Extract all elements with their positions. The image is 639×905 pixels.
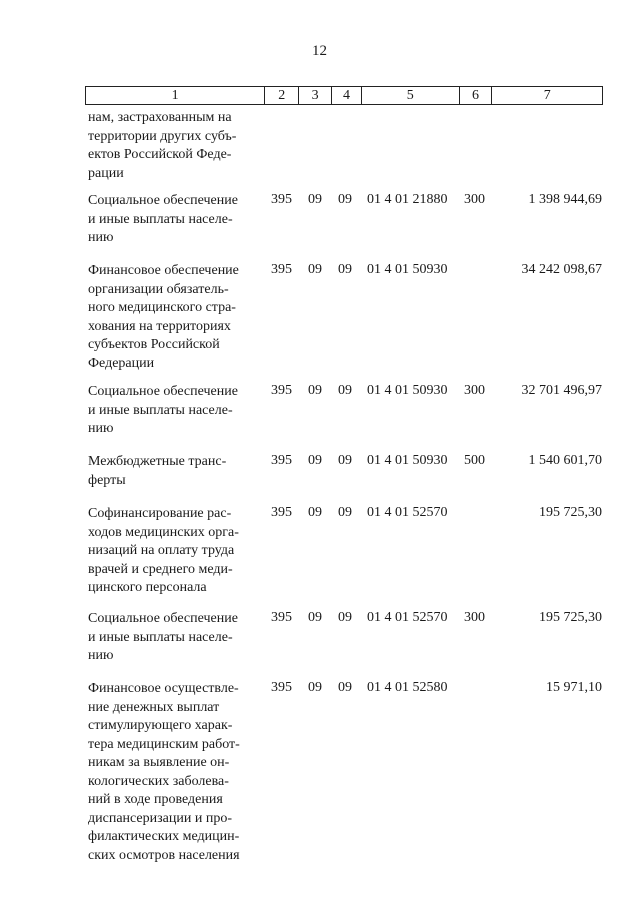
header-col-6: 6	[460, 87, 493, 104]
ministry-code: 395	[271, 505, 292, 520]
target-article-code: 01 4 01 50930	[367, 383, 448, 398]
amount: 195 725,30	[539, 610, 602, 625]
description-line: ских осмотров населения	[88, 847, 240, 863]
expense-type-code: 500	[464, 453, 485, 468]
description-line: территории других субъ-	[88, 128, 237, 144]
row-description	[88, 383, 266, 439]
description-line: Межбюджетные транс-	[88, 454, 227, 469]
section-code: 09	[308, 453, 322, 468]
description-line: рации	[88, 165, 124, 181]
table-header	[85, 86, 603, 105]
target-article-code: 01 4 01 52570	[367, 505, 448, 520]
description-line: тера медицинским работ-	[88, 736, 240, 752]
section-code: 09	[308, 505, 322, 520]
target-article-code: 01 4 01 50930	[367, 453, 448, 468]
description-line: Финансовое осуществле-	[88, 681, 239, 696]
row-description	[88, 610, 266, 666]
expense-type-code: 300	[464, 610, 485, 625]
row-description	[88, 453, 266, 490]
amount: 1 540 601,70	[528, 453, 602, 468]
row-description	[88, 505, 266, 598]
subsection-code: 09	[338, 262, 352, 277]
description-line: нию	[88, 230, 114, 245]
description-line: ние денежных выплат	[88, 699, 220, 715]
description-line: низаций на оплату труда	[88, 543, 235, 558]
amount: 15 971,10	[546, 680, 602, 695]
expense-type-code: 300	[464, 192, 485, 207]
description-line: цинского персонала	[88, 580, 207, 595]
subsection-code: 09	[338, 610, 352, 625]
description-line: нию	[88, 648, 114, 663]
row-description	[88, 262, 266, 373]
target-article-code: 01 4 01 50930	[367, 262, 448, 277]
ministry-code: 395	[271, 610, 292, 625]
amount: 1 398 944,69	[528, 192, 602, 207]
amount: 32 701 496,97	[521, 383, 602, 398]
expense-type-code: 300	[464, 383, 485, 398]
description-line: организации обязатель-	[88, 281, 229, 297]
description-line: Социальное обеспечение	[88, 384, 238, 399]
header-col-4: 4	[332, 87, 362, 104]
ministry-code: 395	[271, 262, 292, 277]
description-line: Федерации	[88, 355, 155, 371]
description-line: ектов Российской Феде-	[88, 147, 232, 162]
subsection-code: 09	[338, 505, 352, 520]
section-code: 09	[308, 262, 322, 277]
description-line: филактических медицин-	[88, 829, 240, 844]
description-line: хования на территориях	[88, 318, 231, 334]
description-line: нам, застрахованным на	[88, 110, 232, 125]
description-line: Софинансирование рас-	[88, 506, 232, 521]
ministry-code: 395	[271, 383, 292, 398]
section-code: 09	[308, 680, 322, 695]
description-line: ферты	[88, 472, 126, 488]
subsection-code: 09	[338, 680, 352, 695]
header-col-7: 7	[543, 88, 551, 103]
subsection-code: 09	[338, 192, 352, 207]
header-col-1: 1	[86, 87, 265, 104]
section-code: 09	[308, 192, 322, 207]
row-description	[88, 192, 266, 248]
ministry-code: 395	[271, 192, 292, 207]
description-line: Социальное обеспечение	[88, 611, 238, 626]
header-col-2: 2	[265, 87, 299, 104]
description-line: ний в ходе проведения	[88, 792, 223, 807]
description-line: и иные выплаты населе-	[88, 402, 233, 418]
section-code: 09	[308, 610, 322, 625]
header-col-5: 5	[362, 87, 460, 104]
amount: 195 725,30	[539, 505, 602, 520]
description-line: ного медицинского стра-	[88, 300, 236, 315]
ministry-code: 395	[271, 453, 292, 468]
description-line: субъектов Российской	[88, 337, 220, 352]
description-line: Социальное обеспечение	[88, 193, 238, 208]
description-line: диспансеризации и про-	[88, 810, 232, 826]
page-number: 12	[312, 43, 327, 59]
description-line: и иные выплаты населе-	[88, 211, 233, 227]
target-article-code: 01 4 01 52580	[367, 680, 448, 695]
row-description	[88, 680, 266, 865]
subsection-code: 09	[338, 453, 352, 468]
ministry-code: 395	[271, 680, 292, 695]
description-line: нию	[88, 421, 114, 436]
target-article-code: 01 4 01 21880	[367, 192, 448, 207]
description-line: Финансовое обеспечение	[88, 263, 239, 278]
description-line: и иные выплаты населе-	[88, 629, 233, 645]
description-line: стимулирующего харак-	[88, 718, 233, 733]
subsection-code: 09	[338, 383, 352, 398]
description-line: врачей и среднего меди-	[88, 561, 233, 577]
target-article-code: 01 4 01 52570	[367, 610, 448, 625]
row-description	[88, 109, 266, 183]
section-code: 09	[308, 383, 322, 398]
description-line: ходов медицинских орга-	[88, 524, 239, 540]
amount: 34 242 098,67	[521, 262, 602, 277]
description-line: никам за выявление он-	[88, 755, 230, 770]
header-col-3: 3	[299, 87, 332, 104]
description-line: кологических заболева-	[88, 773, 229, 789]
